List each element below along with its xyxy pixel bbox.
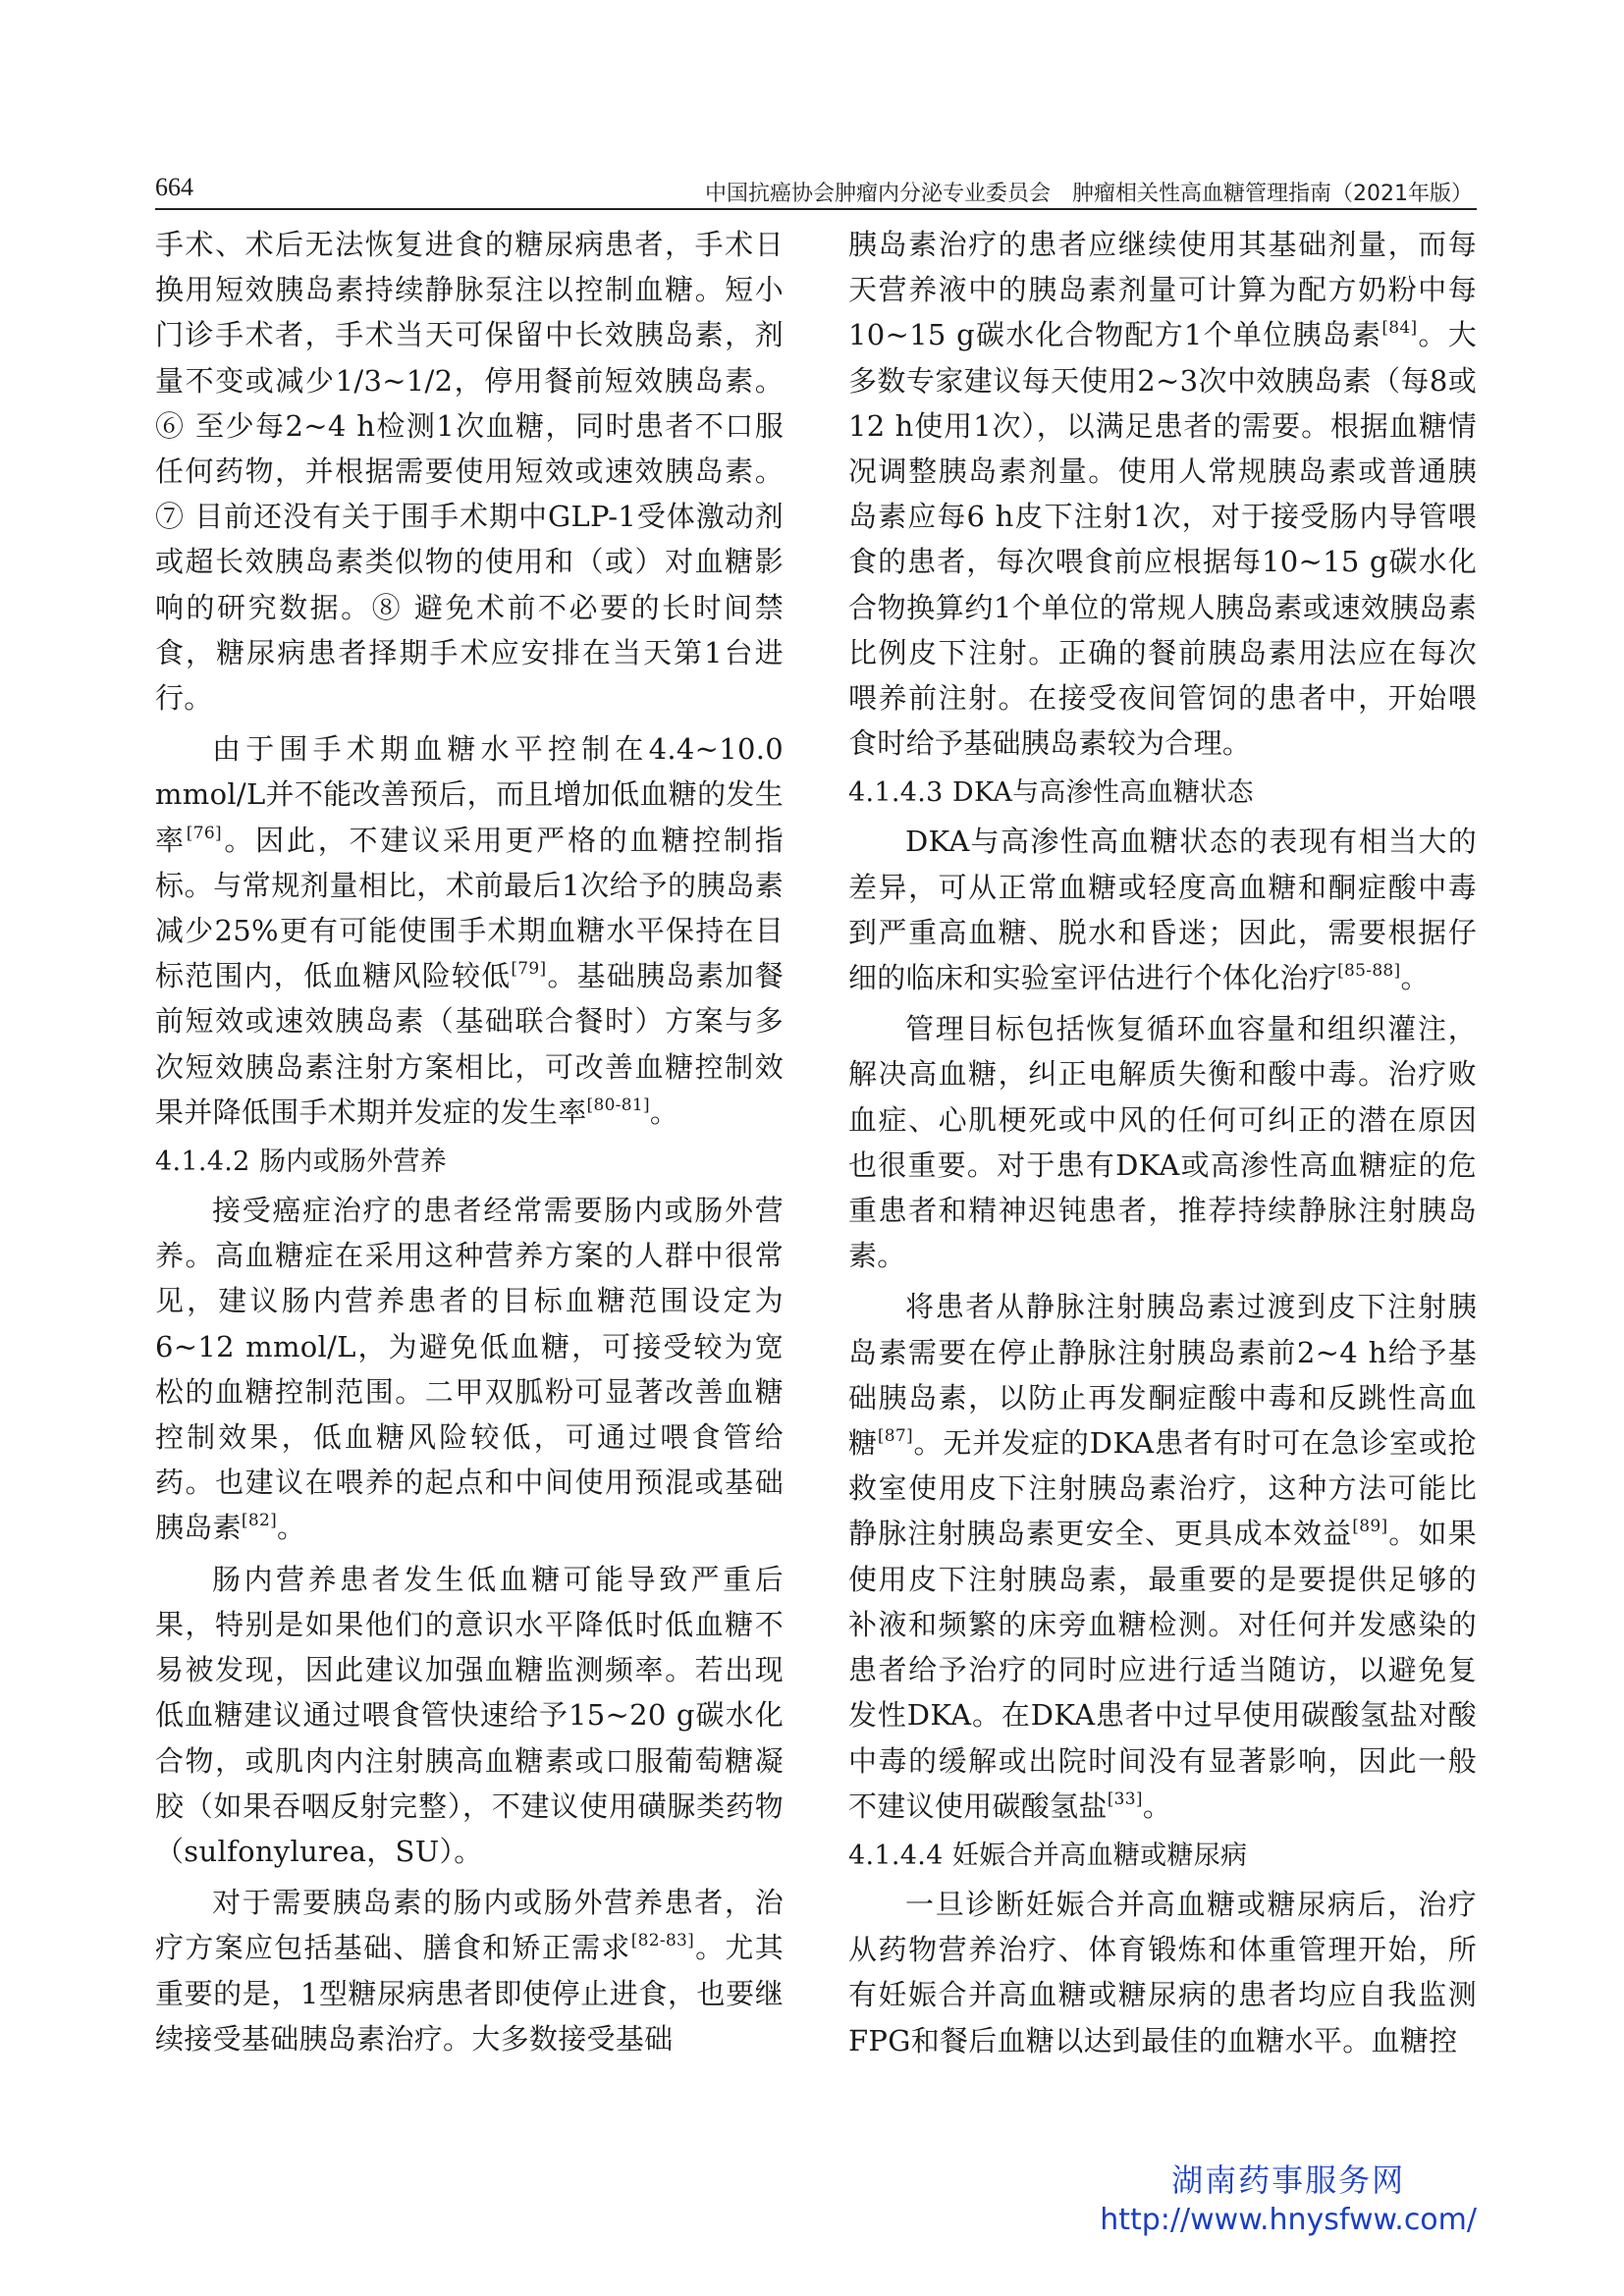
citation[interactable]: [82-83] — [630, 1931, 695, 1951]
watermark-site-name: 湖南药事服务网 — [1171, 2162, 1406, 2199]
section-number: 4.1.4.2 — [155, 1147, 250, 1178]
section-heading — [848, 772, 1477, 815]
citation[interactable]: [76] — [186, 823, 222, 843]
citation[interactable]: [84] — [1381, 318, 1418, 339]
citation[interactable]: [33] — [1107, 1789, 1143, 1809]
section-title: 妊娠合并高血糖或糖尿病 — [952, 1840, 1248, 1871]
page-header — [155, 169, 1477, 210]
text: 。 — [1142, 1789, 1172, 1823]
citation[interactable]: [80-81] — [586, 1095, 650, 1115]
left-column — [155, 222, 784, 2067]
section-title: 肠内或肠外营养 — [259, 1147, 448, 1178]
paragraph — [848, 1284, 1477, 1828]
paragraph: 肠内营养患者发生低血糖可能导致严重后果，特别是如果他们的意识水平降低时低血糖不易被发现，因此建议加强血糖监测频率。若出现低血糖建议通过喂食管快速给予15~20 g碳水化合物，或肌肉内注射胰高血糖素或口服葡萄糖凝胶（如果吞咽反射完整），不建议使用磺脲类药物（sulfonylurea，SU）。 — [155, 1562, 784, 1868]
text: 。 — [649, 1095, 679, 1129]
text: 对于需要胰岛素的肠内或肠外营养患者，治疗方案应包括基础、膳食和矫正需求 — [155, 1886, 784, 1965]
citation[interactable]: [89] — [1352, 1517, 1388, 1537]
text: 。如果使用皮下注射胰岛素，最重要的是要提供足够的补液和频繁的床旁血糖检测。对任何并发感染的患者给予治疗的同时应进行适当随访，以避免复发性DKA。在DKA患者中过早使用碳酸氢盐对酸中毒的缓解或出院时间没有显著影响，因此一般不建议使用碳酸氢盐 — [848, 1517, 1477, 1823]
paragraph-continued: 手术、术后无法恢复进食的糖尿病患者，手术日换用短效胰岛素持续静脉泵注以控制血糖。短小门诊手术者，手术当天可保留中长效胰岛素，剂量不变或减少1/3~1/2，停用餐前短效胰岛素。⑥ 至少每2~4 h检测1次血糖，同时患者不口服任何药物，并根据需要使用短效或速效胰岛素。⑦ 目前还没有关于围手术期中GLP-1受体激动剂或超长效胰岛素类似物的使用和（或）对血糖影响的研究数据。⑧ 避免术前不必要的长时间禁食，糖尿病患者择期手术应安排在当天第1台进行。 — [155, 228, 784, 716]
text: 。 — [1400, 961, 1430, 995]
paragraph — [155, 1188, 784, 1551]
text: 接受癌症治疗的患者经常需要肠内或肠外营养。高血糖症在采用这种营养方案的人群中很常见，建议肠内营养患者的目标血糖范围设定为6~12 mmol/L，为避免低血糖，可接受较为宽松的血糖控制范围。二甲双胍粉可显著改善血糖控制效果，低血糖风险较低，可通过喂食管给药。也建议在喂养的起点和中间使用预混或基础胰岛素 — [155, 1194, 784, 1545]
paragraph-continued — [848, 222, 1477, 766]
paragraph: 管理目标包括恢复循环血容量和组织灌注，解决高血糖，纠正电解质失衡和酸中毒。治疗败血症、心肌梗死或中风的任何可纠正的潜在原因也很重要。对于患有DKA或高渗性高血糖症的危重患者和精神迟钝患者，推荐持续静脉注射胰岛素。 — [848, 1012, 1477, 1273]
section-number: 4.1.4.4 — [848, 1840, 944, 1871]
text: 。尤其重要的是，1型糖尿病患者即使停止进食，也要继续接受基础胰岛素治疗。大多数接受基础 — [155, 1931, 784, 2056]
text: 。基础胰岛素加餐前短效或速效胰岛素（基础联合餐时）方案与多次短效胰岛素注射方案相比，可改善血糖控制效果并降低围手术期并发症的发生率 — [155, 959, 784, 1129]
text: 。因此，不建议采用更严格的血糖控制指标。与常规剂量相比，术前最后1次给予的胰岛素减少25%更有可能使围手术期血糖水平保持在目标范围内，低血糖风险较低 — [155, 823, 784, 993]
right-column — [848, 222, 1477, 2069]
text: 由于围手术期血糖水平控制在4.4~10.0 mmol/L并不能改善预后，而且增加低血糖的发生率 — [155, 732, 784, 857]
watermark-url[interactable]: http://www.hnysfww.com/ — [1100, 2203, 1477, 2237]
page-number: 664 — [155, 173, 193, 201]
paragraph — [155, 726, 784, 1135]
text: 。大多数专家建议每天使用2~3次中效胰岛素（每8或12 h使用1次），以满足患者的需要。根据血糖情况调整胰岛素剂量。使用人常规胰岛素或普通胰岛素应每6 h皮下注射1次，对于接受肠内导管喂食的患者，每次喂食前应根据每10~15 g碳水化合物换算约1个单位的常规人胰岛素或速效胰岛素比例皮下注射。正确的餐前胰岛素用法应在每次喂养前注射。在接受夜间管饲的患者中，开始喂食时给予基础胰岛素较为合理。 — [848, 318, 1477, 761]
citation[interactable]: [82] — [241, 1511, 278, 1531]
section-number: 4.1.4.3 — [848, 777, 944, 809]
citation[interactable]: [79] — [511, 959, 547, 980]
paragraph — [155, 1880, 784, 2061]
paragraph: 一旦诊断妊娠合并高血糖或糖尿病后，治疗从药物营养治疗、体育锻炼和体重管理开始，所有妊娠合并高血糖或糖尿病的患者均应自我监测FPG和餐后血糖以达到最佳的血糖水平。血糖控 — [848, 1887, 1477, 2057]
text: 。无并发症的DKA患者有时可在急诊室或抢救室使用皮下注射胰岛素治疗，这种方法可能比静脉注射胰岛素更安全、更具成本效益 — [848, 1426, 1477, 1551]
citation[interactable]: [87] — [877, 1426, 913, 1447]
text: 将患者从静脉注射胰岛素过渡到皮下注射胰岛素需要在停止静脉注射胰岛素前2~4 h给予基础胰岛素，以防止再发酮症酸中毒和反跳性高血糖 — [848, 1290, 1477, 1461]
section-heading — [848, 1835, 1477, 1878]
paragraph — [848, 819, 1477, 1000]
running-title: 中国抗癌协会肿瘤内分泌专业委员会 肿瘤相关性高血糖管理指南（2021年版） — [705, 182, 1473, 206]
text: DKA与高渗性高血糖状态的表现有相当大的差异，可从正常血糖或轻度高血糖和酮症酸中毒到严重高血糖、脱水和昏迷；因此，需要根据仔细的临床和实验室评估进行个体化治疗 — [848, 825, 1477, 995]
watermark — [1100, 2160, 1477, 2240]
text: 胰岛素治疗的患者应继续使用其基础剂量，而每天营养液中的胰岛素剂量可计算为配方奶粉中每10~15 g碳水化合物配方1个单位胰岛素 — [848, 228, 1477, 352]
section-title: DKA与高渗性高血糖状态 — [952, 777, 1254, 809]
section-heading — [155, 1141, 784, 1184]
text: 。 — [277, 1511, 306, 1545]
citation[interactable]: [85-88] — [1337, 961, 1401, 982]
